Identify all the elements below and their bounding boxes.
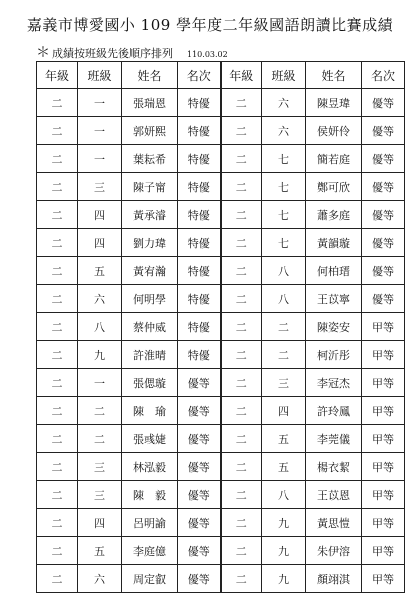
grade-cell: 二 [37, 565, 78, 593]
rank-cell: 特優 [178, 145, 221, 173]
rank-cell: 特優 [178, 257, 221, 285]
page-title: 嘉義市博愛國小 109 學年度二年級國語朗讀比賽成績 [26, 16, 394, 34]
name-cell: 蔡仲威 [122, 313, 178, 341]
class-cell: 四 [78, 229, 122, 257]
name-cell: 黃思愷 [306, 509, 362, 537]
name-cell: 張瑞恩 [122, 89, 178, 117]
name-cell: 張偲璇 [122, 369, 178, 397]
name-cell: 何柏瑨 [306, 257, 362, 285]
name-cell: 簡若庭 [306, 145, 362, 173]
class-cell: 三 [78, 453, 122, 481]
rank-cell: 優等 [362, 89, 405, 117]
table-row [37, 565, 405, 593]
table-row [37, 369, 405, 397]
class-cell: 九 [78, 341, 122, 369]
column-header: 名次 [178, 62, 221, 89]
asterisk-icon: ＊ [36, 45, 50, 61]
grade-cell: 二 [221, 285, 262, 313]
name-cell: 蕭多庭 [306, 201, 362, 229]
grade-cell: 二 [37, 425, 78, 453]
class-cell: 一 [78, 145, 122, 173]
rank-cell: 甲等 [362, 509, 405, 537]
grade-cell: 二 [37, 481, 78, 509]
grade-cell: 二 [37, 509, 78, 537]
grade-cell: 二 [221, 313, 262, 341]
column-header: 年級 [221, 62, 262, 89]
name-cell: 陳 瑜 [122, 397, 178, 425]
grade-cell: 二 [221, 509, 262, 537]
rank-cell: 優等 [178, 425, 221, 453]
rank-cell: 優等 [178, 509, 221, 537]
column-header: 班級 [78, 62, 122, 89]
table-row [37, 229, 405, 257]
class-cell: 九 [262, 537, 306, 565]
name-cell: 柯沂彤 [306, 341, 362, 369]
grade-cell: 二 [221, 117, 262, 145]
class-cell: 九 [262, 565, 306, 593]
table-row [37, 257, 405, 285]
sort-note-text: 成績按班級先後順序排列 [52, 47, 173, 60]
class-cell: 六 [78, 285, 122, 313]
name-cell: 呂明諭 [122, 509, 178, 537]
grade-cell: 二 [221, 481, 262, 509]
rank-cell: 特優 [178, 89, 221, 117]
table-row [37, 285, 405, 313]
name-cell: 陳昱瑋 [306, 89, 362, 117]
name-cell: 劉力瑋 [122, 229, 178, 257]
grade-cell: 二 [37, 313, 78, 341]
table-row [37, 397, 405, 425]
class-cell: 七 [262, 229, 306, 257]
table-body [37, 89, 405, 593]
grade-cell: 二 [221, 229, 262, 257]
class-cell: 五 [262, 453, 306, 481]
rank-cell: 優等 [178, 565, 221, 593]
grade-cell: 二 [221, 341, 262, 369]
grade-cell: 二 [37, 341, 78, 369]
column-header: 名次 [362, 62, 405, 89]
table-row [37, 509, 405, 537]
grade-cell: 二 [221, 565, 262, 593]
grade-cell: 二 [221, 173, 262, 201]
grade-cell: 二 [37, 173, 78, 201]
table-row [37, 341, 405, 369]
column-header: 班級 [262, 62, 306, 89]
name-cell: 朱伊溶 [306, 537, 362, 565]
document-date: 110.03.02 [187, 50, 228, 59]
class-cell: 二 [78, 397, 122, 425]
name-cell: 林泓毅 [122, 453, 178, 481]
table-row [37, 173, 405, 201]
table-row [37, 89, 405, 117]
class-cell: 六 [262, 89, 306, 117]
grade-cell: 二 [221, 537, 262, 565]
grade-cell: 二 [221, 425, 262, 453]
name-cell: 陳子甯 [122, 173, 178, 201]
name-cell: 侯妍伶 [306, 117, 362, 145]
grade-cell: 二 [221, 369, 262, 397]
rank-cell: 特優 [178, 285, 221, 313]
name-cell: 黃承濬 [122, 201, 178, 229]
name-cell: 陳姿安 [306, 313, 362, 341]
grade-cell: 二 [221, 257, 262, 285]
rank-cell: 特優 [178, 117, 221, 145]
class-cell: 九 [262, 509, 306, 537]
grade-cell: 二 [37, 229, 78, 257]
table-row [37, 117, 405, 145]
name-cell: 許玲鳳 [306, 397, 362, 425]
grade-cell: 二 [221, 397, 262, 425]
class-cell: 八 [78, 313, 122, 341]
table-row [37, 537, 405, 565]
class-cell: 二 [262, 341, 306, 369]
grade-cell: 二 [37, 537, 78, 565]
name-cell: 張彧婕 [122, 425, 178, 453]
name-cell: 李庭億 [122, 537, 178, 565]
name-cell: 周定叡 [122, 565, 178, 593]
grade-cell: 二 [37, 285, 78, 313]
rank-cell: 優等 [362, 173, 405, 201]
class-cell: 六 [78, 565, 122, 593]
class-cell: 八 [262, 285, 306, 313]
rank-cell: 甲等 [362, 425, 405, 453]
name-cell: 郭妍熙 [122, 117, 178, 145]
class-cell: 七 [262, 145, 306, 173]
rank-cell: 特優 [178, 341, 221, 369]
name-cell: 李莞儀 [306, 425, 362, 453]
grade-cell: 二 [221, 201, 262, 229]
class-cell: 五 [78, 257, 122, 285]
class-cell: 七 [262, 201, 306, 229]
grade-cell: 二 [221, 145, 262, 173]
grade-cell: 二 [37, 89, 78, 117]
table-header-row [37, 62, 405, 89]
class-cell: 三 [78, 173, 122, 201]
class-cell: 三 [262, 369, 306, 397]
results-table [36, 61, 405, 593]
grade-cell: 二 [221, 453, 262, 481]
column-header: 姓名 [306, 62, 362, 89]
rank-cell: 特優 [178, 201, 221, 229]
rank-cell: 甲等 [362, 453, 405, 481]
rank-cell: 優等 [362, 117, 405, 145]
rank-cell: 優等 [178, 537, 221, 565]
rank-cell: 優等 [178, 369, 221, 397]
class-cell: 二 [78, 425, 122, 453]
class-cell: 一 [78, 89, 122, 117]
rank-cell: 甲等 [362, 369, 405, 397]
rank-cell: 甲等 [362, 537, 405, 565]
grade-cell: 二 [37, 145, 78, 173]
grade-cell: 二 [37, 117, 78, 145]
class-cell: 七 [262, 173, 306, 201]
rank-cell: 特優 [178, 313, 221, 341]
rank-cell: 甲等 [362, 313, 405, 341]
grade-cell: 二 [37, 397, 78, 425]
table-row [37, 145, 405, 173]
grade-cell: 二 [37, 453, 78, 481]
rank-cell: 優等 [362, 229, 405, 257]
column-header: 姓名 [122, 62, 178, 89]
name-cell: 黃宥瀚 [122, 257, 178, 285]
name-cell: 王苡寧 [306, 285, 362, 313]
rank-cell: 優等 [362, 201, 405, 229]
rank-cell: 甲等 [362, 481, 405, 509]
column-header: 年級 [37, 62, 78, 89]
rank-cell: 優等 [178, 481, 221, 509]
class-cell: 一 [78, 369, 122, 397]
rank-cell: 優等 [178, 453, 221, 481]
table-row [37, 453, 405, 481]
class-cell: 三 [78, 481, 122, 509]
rank-cell: 甲等 [362, 397, 405, 425]
table-row [37, 313, 405, 341]
class-cell: 二 [262, 313, 306, 341]
rank-cell: 優等 [362, 257, 405, 285]
table-row [37, 481, 405, 509]
class-cell: 四 [78, 201, 122, 229]
name-cell: 黃韻璇 [306, 229, 362, 257]
class-cell: 五 [78, 537, 122, 565]
name-cell: 李冠杰 [306, 369, 362, 397]
grade-cell: 二 [37, 201, 78, 229]
rank-cell: 優等 [362, 285, 405, 313]
name-cell: 王苡恩 [306, 481, 362, 509]
class-cell: 八 [262, 257, 306, 285]
class-cell: 五 [262, 425, 306, 453]
name-cell: 陳 毅 [122, 481, 178, 509]
grade-cell: 二 [37, 257, 78, 285]
name-cell: 鄭可欣 [306, 173, 362, 201]
class-cell: 八 [262, 481, 306, 509]
name-cell: 楊衣絜 [306, 453, 362, 481]
class-cell: 四 [262, 397, 306, 425]
grade-cell: 二 [221, 89, 262, 117]
rank-cell: 優等 [178, 397, 221, 425]
rank-cell: 優等 [362, 145, 405, 173]
table-row [37, 425, 405, 453]
name-cell: 顏翊淇 [306, 565, 362, 593]
rank-cell: 特優 [178, 229, 221, 257]
grade-cell: 二 [37, 369, 78, 397]
table-row [37, 201, 405, 229]
sort-note [36, 42, 228, 62]
rank-cell: 甲等 [362, 565, 405, 593]
rank-cell: 甲等 [362, 341, 405, 369]
class-cell: 六 [262, 117, 306, 145]
class-cell: 四 [78, 509, 122, 537]
rank-cell: 特優 [178, 173, 221, 201]
name-cell: 何明學 [122, 285, 178, 313]
name-cell: 葉耘希 [122, 145, 178, 173]
class-cell: 一 [78, 117, 122, 145]
name-cell: 許淮晴 [122, 341, 178, 369]
